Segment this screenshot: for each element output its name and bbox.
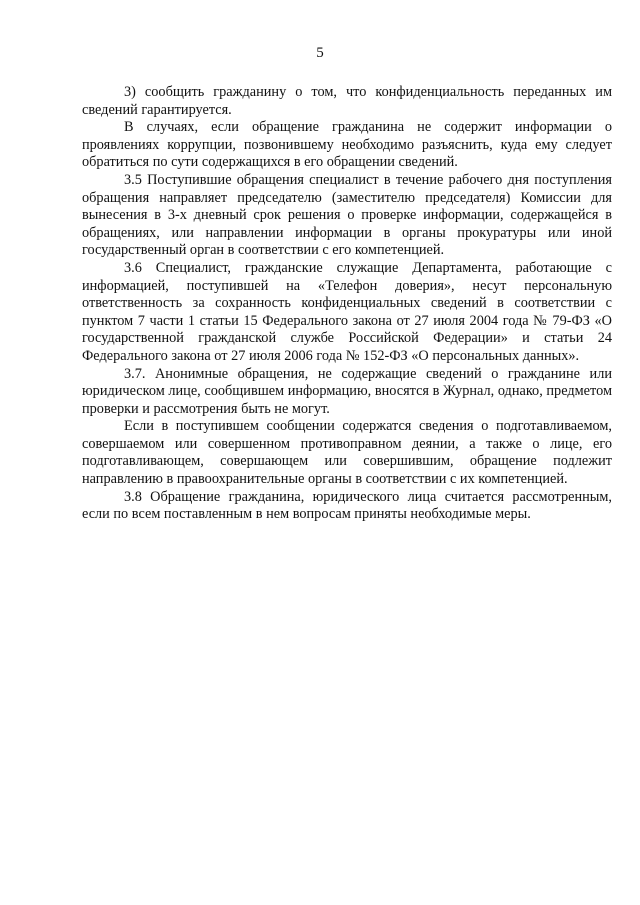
page-number: 5: [316, 45, 324, 61]
paragraph-no-corruption-info: В случаях, если обращение гражданина не содержит информации о проявлениях коррупции, позвонившему необходимо разъяснить, куда ему следует обратиться по сути содержащихся в его обращении сведений.: [82, 119, 612, 171]
paragraph-3-5: 3.5 Поступившие обращения специалист в течение рабочего дня поступления обращения направляет председателю (заместителю председателя) Комиссии для вынесения в 3-х дневный срок решения о проверке информации, содержащейся в обращениях, или направлении информации в органы прокуратуры или иной государственный орган в соответствии с его компетенцией.: [82, 171, 612, 259]
paragraph-3-8: 3.8 Обращение гражданина, юридического лица считается рассмотренным, если по всем поставленным в нем вопросам приняты необходимые меры.: [82, 488, 612, 523]
paragraph-3-6: 3.6 Специалист, гражданские служащие Департамента, работающие с информацией, поступившей на «Телефон доверия», несут персональную ответственность за сохранность конфиденциальных сведений в соответствии с пунктом 7 части 1 статьи 15 Федерального закона от 27 июля 2004 года № 79-ФЗ «О государственной гражданской службе Российской Федерации» и статьи 24 Федерального закона от 27 июля 2006 года № 152-ФЗ «О персональных данных».: [82, 259, 612, 364]
paragraph-3-3: 3) сообщить гражданину о том, что конфиденциальность переданных им сведений гарантируется.: [82, 84, 612, 118]
paragraph-3-7: 3.7. Анонимные обращения, не содержащие сведений о гражданине или юридическом лице, сообщившем информацию, вносятся в Журнал, однако, предметом проверки и рассмотрения быть не могут.: [82, 365, 612, 417]
paragraph-unlawful-act: Если в поступившем сообщении содержатся сведения о подготавливаемом, совершаемом или совершенном противоправном деянии, а также о лице, его подготавливающем, совершающем или совершившим, обращение подлежит направлению в правоохранительные органы в соответствии с их компетенцией.: [82, 418, 612, 488]
document-body: [82, 84, 612, 524]
